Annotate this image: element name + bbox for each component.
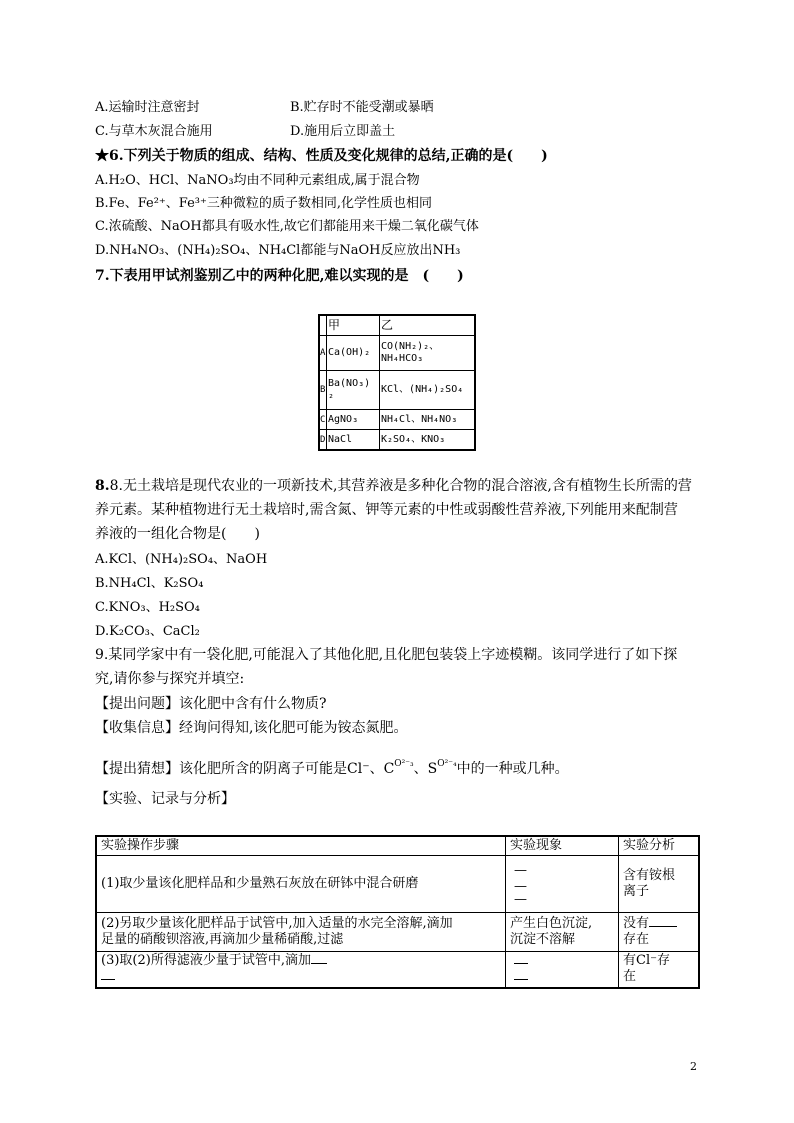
table-header: 实验分析 [619,836,700,856]
table-cell [319,315,327,335]
answer-blank[interactable] [101,979,115,980]
page-number: 2 [690,1060,697,1073]
q9-information: 【收集信息】经询问得知,该化肥可能为铵态氮肥。 [95,720,408,736]
table-cell: NH₄Cl、NH₄NO₃ [380,409,476,429]
answer-blank[interactable] [514,979,528,980]
q5-option-b: B.贮存时不能受潮或暴晒 [290,100,434,115]
experiment-table [95,835,700,989]
q6-stem: ★6.下列关于物质的组成、结构、性质及变化规律的总结,正确的是( ) [95,148,548,164]
q8-stem-line3: 养液的一组化合物是( ) [95,526,260,542]
table-cell: D [319,430,327,450]
q9-stem-line1: 9.某同学家中有一袋化肥,可能混入了其他化肥,且化肥包装袋上字迹模糊。该同学进行了如下探 [95,647,678,663]
table-row [319,335,475,371]
q5-option-d: D.施用后立即盖土 [290,124,396,139]
q6-option-a: A.H₂O、HCl、NaNO₃均由不同种元素组成,属于混合物 [95,173,420,188]
table-cell: B [319,371,327,410]
table-cell [506,951,619,988]
answer-blank[interactable] [649,926,677,927]
table-cell: (1)取少量该化肥样品和少量熟石灰放在研钵中混合研磨 [96,856,506,913]
table-row [96,913,699,952]
table-row [319,371,475,410]
table-cell: KCl、(NH₄)₂SO₄ [380,371,476,410]
table-cell: AgNO₃ [327,409,380,429]
q6-option-c: C.浓硫酸、NaOH都具有吸水性,故它们都能用来干燥二氧化碳气体 [95,219,479,234]
q8-stem-line1: 8.8.无土栽培是现代农业的一项新技术,其营养液是多种化合物的混合溶液,含有植物生长所需的营 [95,478,692,494]
q9-hypothesis: 【提出猜想】该化肥所含的阴离子可能是Cl⁻、$C^{O^{2-}_3}$、$S^{O^{2-}_4}$中的一种或几种。 [95,759,569,777]
table-cell: CO(NH₂)₂、 NH₄HCO₃ [380,335,476,371]
carbonate-ion: O²⁻₃ [394,759,414,769]
q5-option-a: A.运输时注意密封 [95,100,200,115]
table-header: 实验操作步骤 [96,836,506,856]
q9-experiment-heading: 【实验、记录与分析】 [95,791,235,807]
table-cell: NaCl [327,430,380,450]
table-cell: C [319,409,327,429]
table-cell: Ca(OH)₂ [327,335,380,371]
table-cell: A [319,335,327,371]
table-header: 甲 [327,315,380,335]
table-cell: 没有 存在 [619,913,700,952]
table-cell: Ba(NO₃) ₂ [327,371,380,410]
q8-stem-line2: 养元素。某种植物进行无土栽培时,需含氮、钾等元素的中性或弱酸性营养液,下列能用来配制营 [95,502,678,518]
answer-blank[interactable] [311,963,327,964]
table-cell: K₂SO₄、KNO₃ [380,430,476,450]
q7-stem: 7.下表用甲试剂鉴别乙中的两种化肥,难以实现的是 ( ) [95,268,464,284]
q6-option-d: D.NH₄NO₃、(NH₄)₂SO₄、NH₄Cl都能与NaOH反应放出NH₃ [95,243,461,258]
table-cell: — — — [506,856,619,913]
table-row [319,409,475,429]
q9-question: 【提出问题】该化肥中含有什么物质? [95,696,327,712]
table-cell: (3)取(2)所得滤液少量于试管中,滴加 [96,951,506,988]
table-row [96,951,699,988]
reagent-table [318,314,476,451]
table-cell: 含有铵根 离子 [619,856,700,913]
q8-option-b: B.NH₄Cl、K₂SO₄ [95,576,204,591]
q6-option-b: B.Fe、Fe²⁺、Fe³⁺三种微粒的质子数相同,化学性质也相同 [95,196,432,211]
answer-blank[interactable] [514,963,528,964]
table-row [96,856,699,913]
table-header: 乙 [380,315,476,335]
q9-stem-line2: 究,请你参与探究并填空: [95,671,245,687]
sulfate-ion: O²⁻₄ [437,759,457,769]
table-cell: 产生白色沉淀, 沉淀不溶解 [506,913,619,952]
q5-option-c: C.与草木灰混合施用 [95,124,213,139]
q8-option-c: C.KNO₃、H₂SO₄ [95,600,200,615]
table-header: 实验现象 [506,836,619,856]
q8-option-a: A.KCl、(NH₄)₂SO₄、NaOH [95,552,268,567]
table-row [319,430,475,450]
q8-option-d: D.K₂CO₃、CaCl₂ [95,624,200,639]
table-cell: (2)另取少量该化肥样品于试管中,加入适量的水完全溶解,滴加 足量的硝酸钡溶液,再滴加少量稀硝酸,过滤 [96,913,506,952]
table-cell: 有Cl⁻存 在 [619,951,700,988]
